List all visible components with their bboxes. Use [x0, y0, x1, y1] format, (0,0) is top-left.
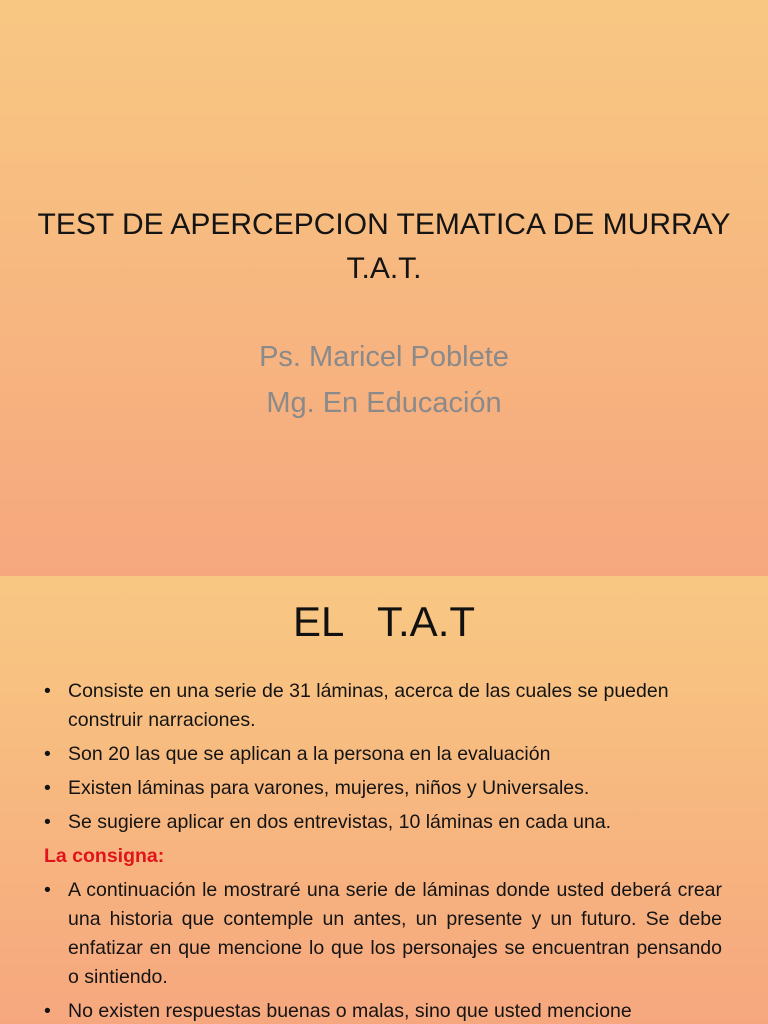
bullet-item: [44, 740, 722, 769]
bullet-text: Consiste en una serie de 31 láminas, acerca de las cuales se pueden construir narraciones.: [68, 680, 669, 731]
bullet-icon: •: [44, 777, 51, 799]
author-degree: Mg. En Educación: [266, 387, 502, 419]
bullet-text: Se sugiere aplicar en dos entrevistas, 10 láminas en cada una.: [68, 811, 612, 833]
bullet-item: [44, 774, 722, 803]
bullet-icon: •: [44, 1000, 51, 1022]
title-line-1: TEST DE APERCEPCION TEMATICA DE MURRAY: [37, 208, 731, 241]
content-slide: [0, 576, 768, 1024]
bullet-text: No existen respuestas buenas o malas, sino que usted mencione: [68, 1000, 632, 1022]
slide-title: [0, 203, 768, 291]
slide-subtitle: [0, 334, 768, 426]
bullet-text: Son 20 las que se aplican a la persona en la evaluación: [68, 743, 551, 765]
title-line-2: T.A.T.: [346, 252, 422, 285]
bullet-item: [44, 677, 722, 735]
slide-2-body: [44, 677, 722, 1024]
bullet-text: A continuación le mostraré una serie de láminas donde usted deberá crear una historia que contemple un antes, un presente y un futuro. Se debe enfatizar en que mencione lo que los personajes se encuentran pensando o sintiendo.: [68, 879, 722, 988]
consigna-bullet-item: [44, 876, 722, 992]
bullet-item: [44, 808, 722, 837]
slide-2-title: EL T.A.T: [292, 598, 476, 645]
bullet-icon: •: [44, 879, 51, 901]
consigna-heading: La consigna:: [44, 845, 165, 867]
author-name: Ps. Maricel Poblete: [259, 341, 509, 373]
bullet-text: Existen láminas para varones, mujeres, niños y Universales.: [68, 777, 590, 799]
bullet-icon: •: [44, 680, 51, 702]
bullet-icon: •: [44, 743, 51, 765]
bullet-icon: •: [44, 811, 51, 833]
consigna-bullet-item: [44, 997, 722, 1024]
